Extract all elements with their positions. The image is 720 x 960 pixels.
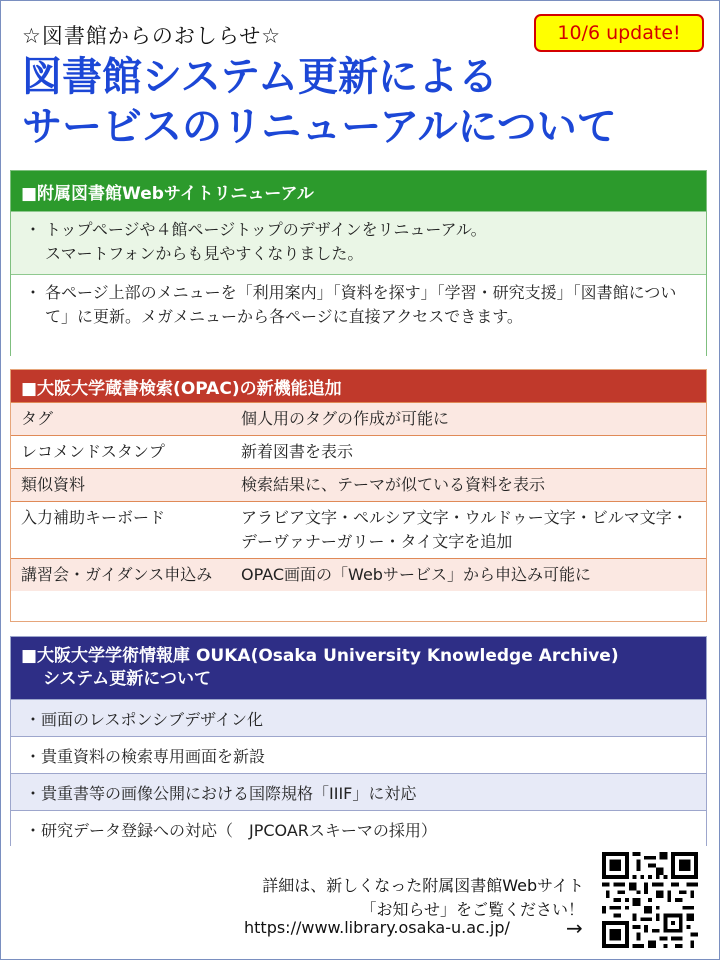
item-text-line-2: スマートフォンからも見やすくなりました。 [45, 244, 364, 263]
website-renewal-section [10, 170, 707, 356]
update-badge: 10/6 update! [534, 14, 704, 52]
qr-code-icon[interactable] [602, 852, 698, 948]
title-line-1: 図書館システム更新による [22, 54, 498, 100]
features-table [11, 402, 706, 591]
item-text: 各ページ上部のメニューを「利用案内」「資料を探す」「学習・研究支援」「図書館について」に更新。メガメニューから各ページに直接アクセスできます。 [45, 283, 677, 326]
footer-line-1: 詳細は、新しくなった附属図書館Webサイト [262, 876, 584, 895]
section-heading-line-2: システム更新について [43, 669, 211, 689]
table-row [11, 559, 706, 592]
footer-line-2: 「お知らせ」をご覧ください！ [360, 900, 584, 919]
table-row [11, 436, 706, 469]
table-row [11, 403, 706, 436]
notice-label: ☆図書館からのおしらせ☆ [22, 24, 282, 48]
opac-features-section [10, 369, 707, 622]
section-heading: ■大阪大学蔵書検索(OPAC)の新機能追加 [11, 370, 706, 402]
list-item [11, 211, 706, 274]
feature-description: 個人用のタグの作成が可能に [231, 403, 706, 436]
feature-name: 講習会・ガイダンス申込み [11, 559, 231, 592]
ouka-section [10, 636, 707, 846]
feature-name: 入力補助キーボード [11, 502, 231, 559]
bullet: ・ [25, 220, 42, 239]
arrow-right-icon: → [566, 916, 583, 940]
list-item: ・貴重資料の検索専用画面を新設 [11, 736, 706, 773]
page-title [22, 52, 617, 152]
feature-description: 新着図書を表示 [231, 436, 706, 469]
feature-name: レコメンドスタンプ [11, 436, 231, 469]
title-line-2: サービスのリニューアルについて [22, 104, 617, 150]
list-item [11, 274, 706, 357]
website-url-link[interactable]: https://www.library.osaka-u.ac.jp/ [244, 918, 510, 937]
section-heading [11, 637, 706, 699]
feature-description: 検索結果に、テーマが似ている資料を表示 [231, 469, 706, 502]
table-row [11, 502, 706, 559]
list-item: ・画面のレスポンシブデザイン化 [11, 699, 706, 736]
bullet: ・ [25, 283, 42, 302]
feature-description: アラビア文字・ペルシア文字・ウルドゥー文字・ビルマ文字・デーヴァナーガリー・タイ文字を追加 [231, 502, 706, 559]
list-item: ・貴重書等の画像公開における国際規格「IIIF」に対応 [11, 773, 706, 810]
feature-description: OPAC画面の「Webサービス」から申込み可能に [231, 559, 706, 592]
section-heading: ■附属図書館Webサイトリニューアル [11, 171, 706, 211]
section-heading-line-1: ■大阪大学学術情報庫 OUKA(Osaka University Knowledge Archive) [21, 646, 619, 666]
table-row [11, 469, 706, 502]
footer-note [262, 874, 584, 922]
item-text-line-1: トップページや４館ページトップのデザインをリニューアル。 [45, 220, 487, 239]
feature-name: タグ [11, 403, 231, 436]
feature-name: 類似資料 [11, 469, 231, 502]
list-item: ・研究データ登録への対応（ JPCOARスキーマの採用） [11, 810, 706, 847]
